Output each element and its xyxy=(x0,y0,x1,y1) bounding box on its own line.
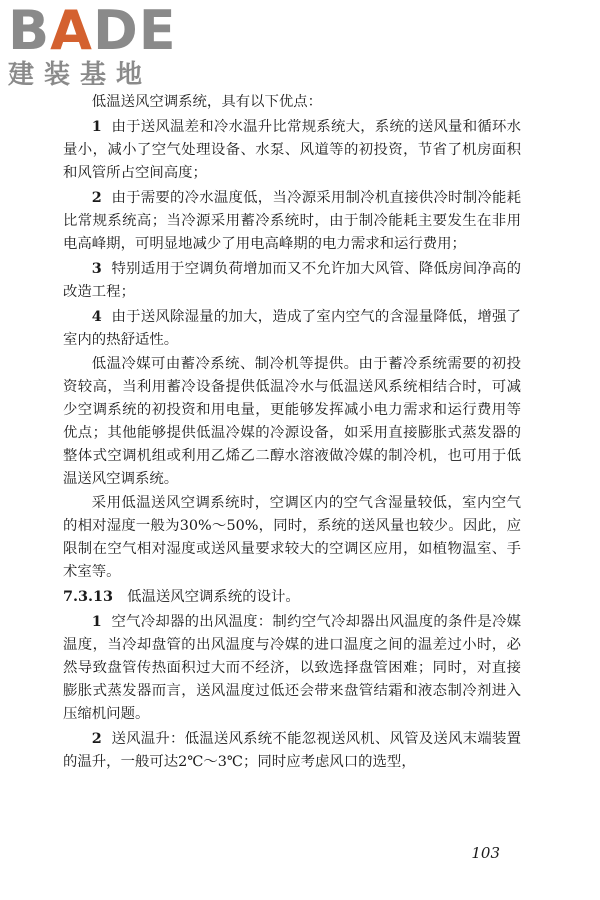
logo-letter-d: D xyxy=(92,0,139,62)
paragraph-text: 由于需要的冷水温度低，当冷源采用制冷机直接供冷时制冷能耗比常规系统高；当冷源采用蓄冷系统时，由于制冷能耗主要发生在非用电高峰期，可明显地减少了用电高峰期的电力需求和运行费用； xyxy=(63,190,521,252)
section-number: 7.3.13 xyxy=(63,588,114,605)
paragraph-text: 低温冷媒可由蓄冷系统、制冷机等提供。由于蓄冷系统需要的初投资较高，当利用蓄冷设备提供低温冷水与低温送风系统相结合时，可减少空调系统的初投资和用电量，更能够发挥减小电力需求和运行费用等优点；其他能够提供低温冷媒的冷源设备，如采用直接膨胀式蒸发器的整体式空调机组或利用乙烯乙二醇水溶液做冷媒的制冷机，也可用于低温送风空调系统。 xyxy=(63,356,521,487)
section-heading xyxy=(63,585,521,609)
document-body xyxy=(63,91,521,775)
paragraph-text: 空气冷却器的出风温度：制约空气冷却器出风温度的条件是冷媒温度，当冷却盘管的出风温度与冷媒的进口温度之间的温差过小时，必然导致盘管传热面积过大而不经济，以致选择盘管困难；同时，对直接膨胀式蒸发器而言，送风温度过低还会带来盘管结霜和液态制冷剂进入压缩机问题。 xyxy=(63,614,521,722)
page-number: 103 xyxy=(471,844,500,862)
item-number: 2 xyxy=(91,730,102,747)
paragraph-text: 由于送风温差和冷水温升比常规系统大，系统的送风量和循环水量小，减小了空气处理设备、水泵、风道等的初投资，节省了机房面积和风管所占空间高度； xyxy=(63,119,521,181)
item-number: 3 xyxy=(91,260,102,277)
advantage-item-2 xyxy=(63,186,521,256)
logo-letter-b: B xyxy=(8,0,51,62)
design-item-2 xyxy=(63,727,521,774)
design-item-1 xyxy=(63,610,521,726)
item-number: 1 xyxy=(91,118,102,135)
advantage-item-1 xyxy=(63,115,521,185)
logo-subtitle: 建装基地 xyxy=(8,60,153,90)
section-title: 低温送风空调系统的设计。 xyxy=(127,589,300,605)
logo-letter-a: A xyxy=(50,0,93,62)
item-number: 1 xyxy=(91,613,102,630)
paragraph-text: 由于送风除湿量的加大，造成了室内空气的含湿量降低，增强了室内的热舒适性。 xyxy=(63,309,521,348)
paragraph-text: 送风温升：低温送风系统不能忽视送风机、风管及送风末端装置的温升，一般可达2℃～3℃；同时应考虑风口的选型， xyxy=(63,731,521,770)
logo-wordmark xyxy=(8,0,183,62)
humidity-paragraph xyxy=(63,492,521,584)
cold-source-paragraph xyxy=(63,353,521,491)
bade-logo xyxy=(8,0,183,92)
advantage-item-3 xyxy=(63,257,521,304)
item-number: 4 xyxy=(91,308,102,325)
intro-paragraph xyxy=(63,91,521,114)
item-number: 2 xyxy=(91,189,102,206)
paragraph-text: 特别适用于空调负荷增加而又不允许加大风管、降低房间净高的改造工程； xyxy=(63,261,521,300)
logo-letter-e: E xyxy=(138,0,177,62)
paragraph-text: 采用低温送风空调系统时，空调区内的空气含湿量较低，室内空气的相对湿度一般为30%～50%，同时，系统的送风量也较少。因此，应限制在空气相对湿度或送风量要求较大的空调区应用，如植物温室、手术室等。 xyxy=(63,495,521,580)
paragraph-text: 低温送风空调系统，具有以下优点： xyxy=(91,94,323,110)
advantage-item-4 xyxy=(63,305,521,352)
